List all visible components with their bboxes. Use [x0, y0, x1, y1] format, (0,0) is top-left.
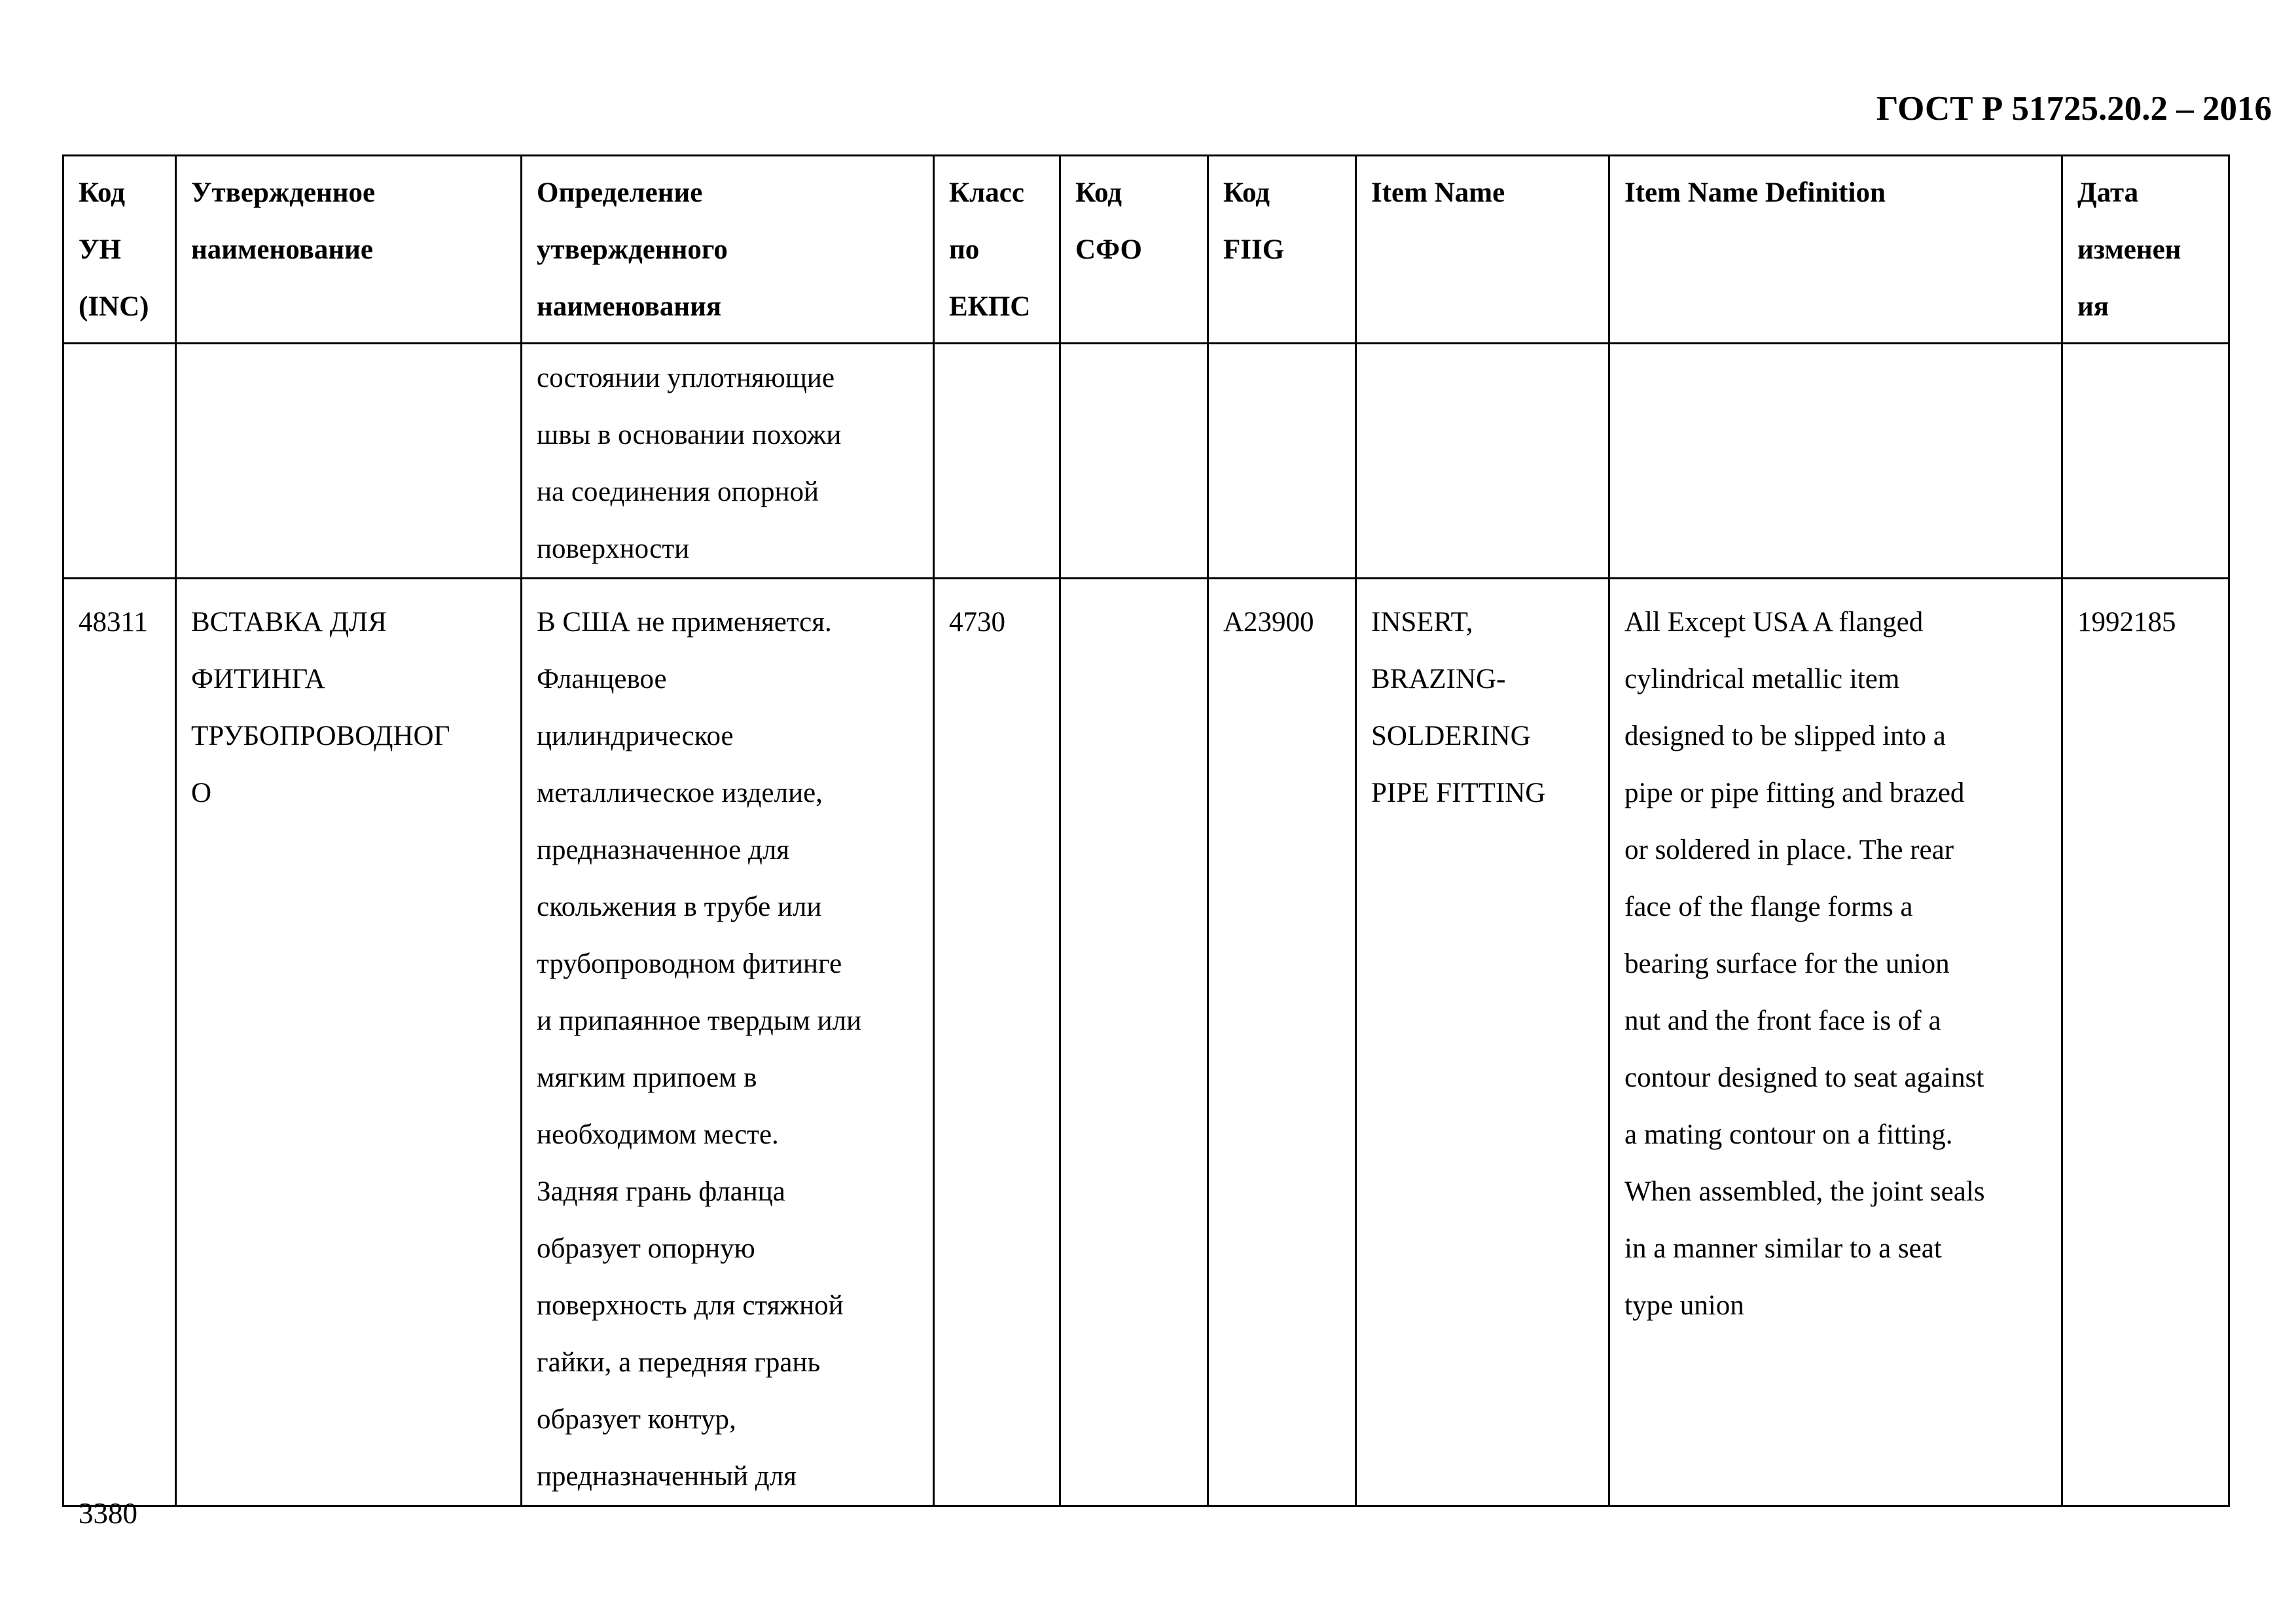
col-header-item-name-definition: Item Name Definition	[1609, 156, 2062, 344]
col-header-sfo: Код СФО	[1060, 156, 1208, 344]
cell-approved-name	[176, 344, 522, 579]
data-table	[62, 154, 2230, 1507]
cell-fiig	[1208, 344, 1356, 579]
cell-definition: состоянии уплотняющие швы в основании похожи на соединения опорной поверхности	[522, 344, 934, 579]
cell-date	[2062, 344, 2229, 579]
cell-sfo	[1060, 579, 1208, 1506]
cell-item-name-definition	[1609, 344, 2062, 579]
page-number: 3380	[79, 1497, 137, 1530]
cell-definition: В США не применяется. Фланцевое цилиндрическое металлическое изделие, предназначенное для скольжения в трубе или трубопроводном фитинге и припаянное твердым или мягким припоем в необходимом месте. Задняя грань фланца образует опорную поверхность для стяжной гайки, а передняя грань образует контур, предназначенный для	[522, 579, 934, 1506]
cell-inc	[63, 344, 176, 579]
cell-sfo	[1060, 344, 1208, 579]
cell-fiig: A23900	[1208, 579, 1356, 1506]
table-row	[63, 344, 2229, 579]
document-code: ГОСТ Р 51725.20.2 – 2016	[1876, 90, 2272, 128]
cell-class	[934, 344, 1060, 579]
table-header-row	[63, 156, 2229, 344]
col-header-fiig: Код FIIG	[1208, 156, 1356, 344]
col-header-approved-name: Утвержденное наименование	[176, 156, 522, 344]
col-header-inc: Код УН (INC)	[63, 156, 176, 344]
cell-item-name	[1356, 344, 1609, 579]
col-header-date: Дата изменен ия	[2062, 156, 2229, 344]
cell-date: 1992185	[2062, 579, 2229, 1506]
col-header-item-name: Item Name	[1356, 156, 1609, 344]
table-row	[63, 579, 2229, 1506]
col-header-definition: Определение утвержденного наименования	[522, 156, 934, 344]
cell-item-name-definition: All Except USA A flanged cylindrical metallic item designed to be slipped into a pipe or pipe fitting and brazed or soldered in place. The rear face of the flange forms a bearing surface for the union nut and the front face is of a contour designed to seat against a mating contour on a fitting. When assembled, the joint seals in a manner similar to a seat type union	[1609, 579, 2062, 1506]
cell-inc: 48311	[63, 579, 176, 1506]
cell-class: 4730	[934, 579, 1060, 1506]
cell-approved-name: ВСТАВКА ДЛЯ ФИТИНГА ТРУБОПРОВОДНОГ О	[176, 579, 522, 1506]
col-header-class: Класс по ЕКПС	[934, 156, 1060, 344]
cell-item-name: INSERT, BRAZING- SOLDERING PIPE FITTING	[1356, 579, 1609, 1506]
